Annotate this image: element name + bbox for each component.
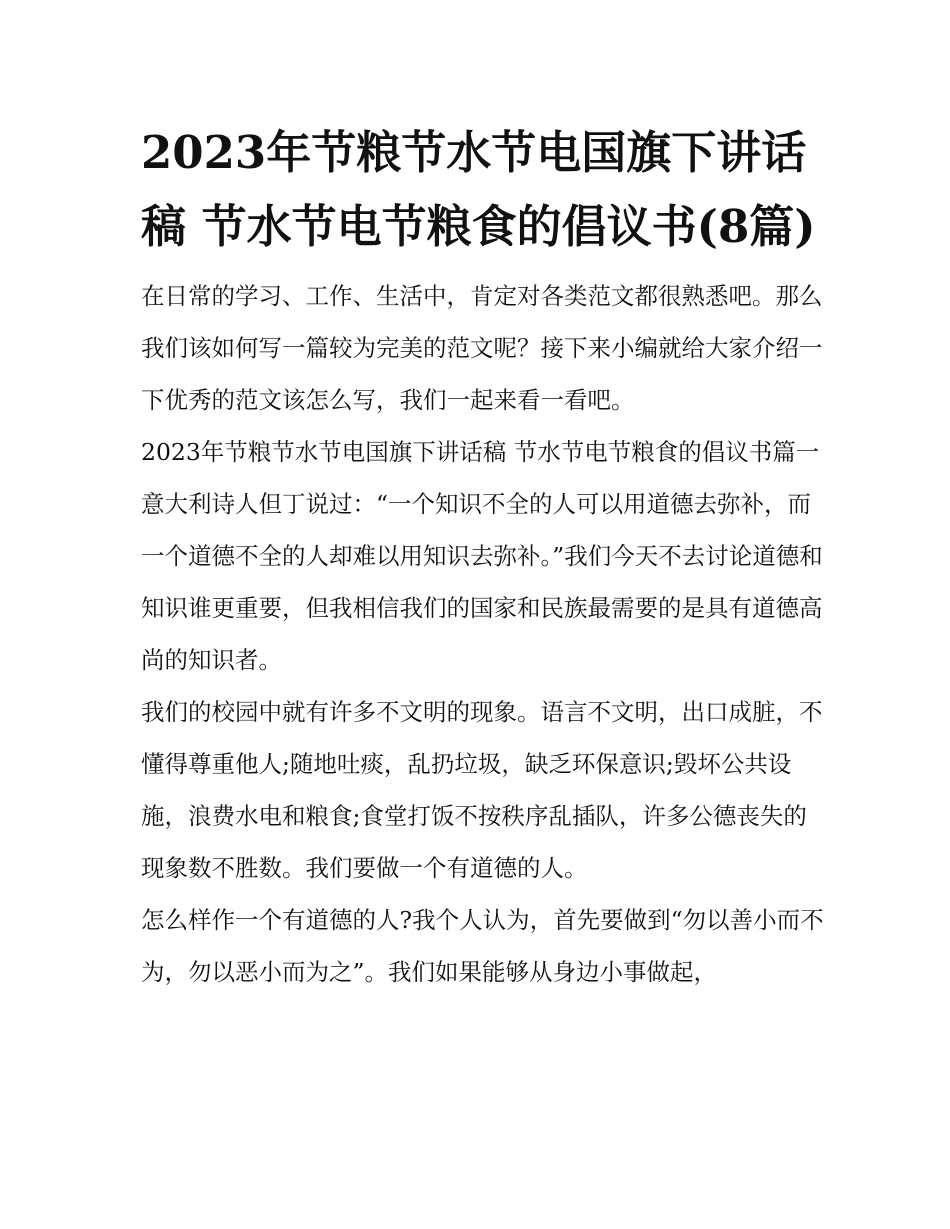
body-paragraph: 我们的校园中就有许多不文明的现象。语言不文明，出口成脏，不懂得尊重他人;随地吐痰，乱扔垃圾，缺乏环保意识;毁坏公共设施，浪费水电和粮食;食堂打饭不按秩序乱插队，许多公德丧失的现象数不胜数。我们要做一个有道德的人。 [141, 698, 823, 882]
document-title: 2023年节粮节水节电国旗下讲话稿 节水节电节粮食的倡议书(8篇) [141, 126, 816, 253]
section-heading: 2023年节粮节水节电国旗下讲话稿 节水节电节粮食的倡议书篇一 [141, 438, 820, 466]
body-paragraph: 怎么样作一个有道德的人?我个人认为，首先要做到“勿以善小而不为，勿以恶小而为之”。我们如果能够从身边小事做起， [141, 906, 824, 986]
body-paragraph: 意大利诗人但丁说过：“一个知识不全的人可以用道德去弥补，而一个道德不全的人却难以用知识去弥补。”我们今天不去讨论道德和知识谁更重要，但我相信我们的国家和民族最需要的是具有道德高尚的知识者。 [141, 490, 823, 674]
intro-paragraph: 在日常的学习、工作、生活中，肯定对各类范文都很熟悉吧。那么我们该如何写一篇较为完美的范文呢？接下来小编就给大家介绍一下优秀的范文该怎么写，我们一起来看一看吧。 [141, 282, 823, 414]
